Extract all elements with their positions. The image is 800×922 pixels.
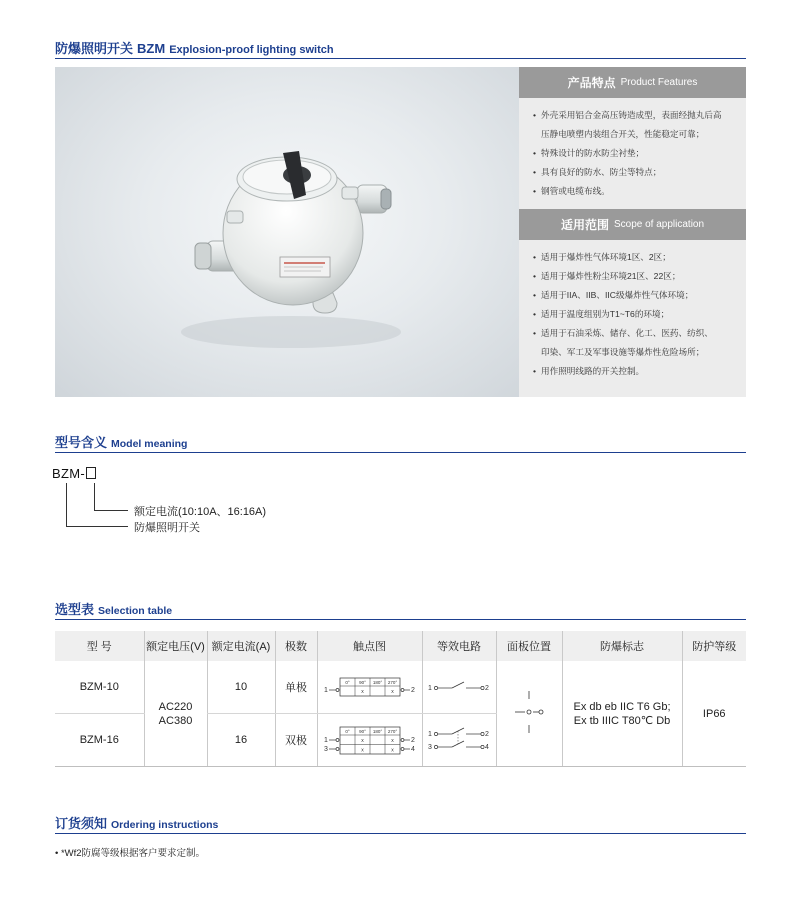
feature-item: • 外壳采用铝合金高压铸造成型，表面经抛丸后高 压静电喷塑内装组合开关，性能稳定可靠； [533,106,736,144]
ordering-title [55,813,218,833]
feature-item: • 特殊设计的防水防尘衬垫； [533,144,736,163]
model-code-text: BZM- [52,466,85,481]
table-row [55,661,746,714]
svg-text:90°: 90° [358,728,366,734]
table-header: 型 号 [55,631,144,661]
selection-title [55,599,172,619]
circuit-cell [422,661,496,714]
model-bracket-line [66,526,128,527]
model-meaning-divider [55,452,746,453]
page-title [55,38,334,58]
panel-position-diagram [509,687,549,737]
equivalent-circuit-double [426,724,492,754]
scope-title-cn: 适用范围 [560,218,609,232]
features-title-en: Product Features [620,77,698,88]
poles-cell: 单极 [275,661,317,714]
table-header: 极数 [275,631,317,661]
svg-text:1: 1 [428,684,432,692]
ordering-divider [55,833,746,834]
svg-text:2: 2 [410,686,415,694]
model-code-box [86,467,96,479]
svg-text:3: 3 [428,743,432,751]
svg-text:x: x [390,747,394,753]
model-bracket-line [94,483,95,510]
model-meaning-title [55,432,187,452]
model-meaning-title-en: Model meaning [111,438,188,450]
current-cell: 10 [207,661,275,714]
model-bracket-line [66,483,67,526]
protection-cell: IP66 [682,661,746,767]
svg-text:x: x [360,688,364,695]
scope-title-en: Scope of application [613,219,705,230]
equivalent-circuit-single [426,676,492,696]
page-title-cn: 防爆照明开关 [55,41,134,56]
current-cell: 16 [207,714,275,767]
page-title-en: Explosion-proof lighting switch [169,44,334,56]
svg-text:x: x [360,747,364,753]
ordering-title-en: Ordering instructions [111,819,219,831]
svg-text:180°: 180° [372,679,382,685]
title-divider [55,58,746,59]
svg-text:x: x [390,688,394,695]
contact-diagram-cell [317,661,422,714]
switch-name-label: 防爆照明开关 [134,522,200,534]
page-title-model: BZM [137,41,166,56]
svg-text:4: 4 [410,745,415,753]
scope-list [519,240,746,387]
selection-title-en: Selection table [98,605,173,617]
model-code [52,466,96,481]
selection-title-cn: 选型表 [55,602,95,617]
table-header: 防爆标志 [562,631,682,661]
poles-cell: 双极 [275,714,317,767]
selection-table [55,631,746,767]
voltage-cell: AC220 AC380 [144,661,207,767]
scope-item: • 适用于爆炸性粉尘环境21区、22区； [533,267,736,286]
features-header [519,67,746,98]
scope-item: • 适用于IIA、IIB、IIC级爆炸性气体环境； [533,286,736,305]
product-hero [55,67,746,397]
svg-text:x: x [360,737,364,744]
model-cell: BZM-16 [55,714,144,767]
info-panel [519,67,746,397]
svg-text:1: 1 [323,736,328,744]
model-bracket-line [94,510,128,511]
svg-text:4: 4 [485,743,489,751]
feature-item: • 钢管或电缆布线。 [533,182,736,201]
features-title-cn: 产品特点 [567,76,616,90]
feature-item: • 具有良好的防水、防尘等特点； [533,163,736,182]
table-header: 防护等级 [682,631,746,661]
scope-item: • 适用于温度组别为T1~T6的环境； [533,305,736,324]
ex-mark-cell: Ex db eb IIC T6 Gb; Ex tb IIIC T80℃ Db [562,661,682,767]
svg-text:180°: 180° [372,728,382,734]
svg-text:2: 2 [485,684,489,692]
product-photo [55,67,519,397]
panel-position-cell [496,661,562,767]
table-header: 触点图 [317,631,422,661]
table-header-row [55,631,746,661]
scope-item: • 用作照明线路的开关控制。 [533,362,736,381]
ordering-title-cn: 订货须知 [55,816,108,831]
contact-diagram-double [322,722,418,756]
model-meaning-title-cn: 型号含义 [55,435,108,450]
scope-item: • 适用于石油采炼、储存、化工、医药、纺织、 印染、军工及军事设施等爆炸性危险场所； [533,324,736,362]
svg-text:270°: 270° [387,679,397,685]
svg-text:90°: 90° [358,679,366,685]
svg-text:270°: 270° [387,728,397,734]
contact-diagram-cell [317,714,422,767]
scope-header [519,209,746,240]
svg-text:1: 1 [428,730,432,738]
svg-text:x: x [390,737,394,744]
svg-text:2: 2 [485,730,489,738]
svg-text:1: 1 [323,686,328,694]
table-header: 额定电流(A) [207,631,275,661]
contact-diagram-single [322,672,418,700]
ordering-note: • *Wf2防腐等级根据客户要求定制。 [55,848,206,859]
svg-text:3: 3 [323,745,328,753]
selection-divider [55,619,746,620]
switch-illustration [55,67,519,397]
circuit-cell [422,714,496,767]
svg-text:0°: 0° [344,728,350,734]
features-list [519,98,746,209]
svg-text:2: 2 [410,736,415,744]
table-header: 面板位置 [496,631,562,661]
svg-text:0°: 0° [344,679,350,685]
table-header: 等效电路 [422,631,496,661]
table-header: 额定电压(V) [144,631,207,661]
rated-current-label: 额定电流(10:10A、16:16A) [134,506,267,518]
model-cell: BZM-10 [55,661,144,714]
scope-item: • 适用于爆炸性气体环境1区、2区； [533,248,736,267]
